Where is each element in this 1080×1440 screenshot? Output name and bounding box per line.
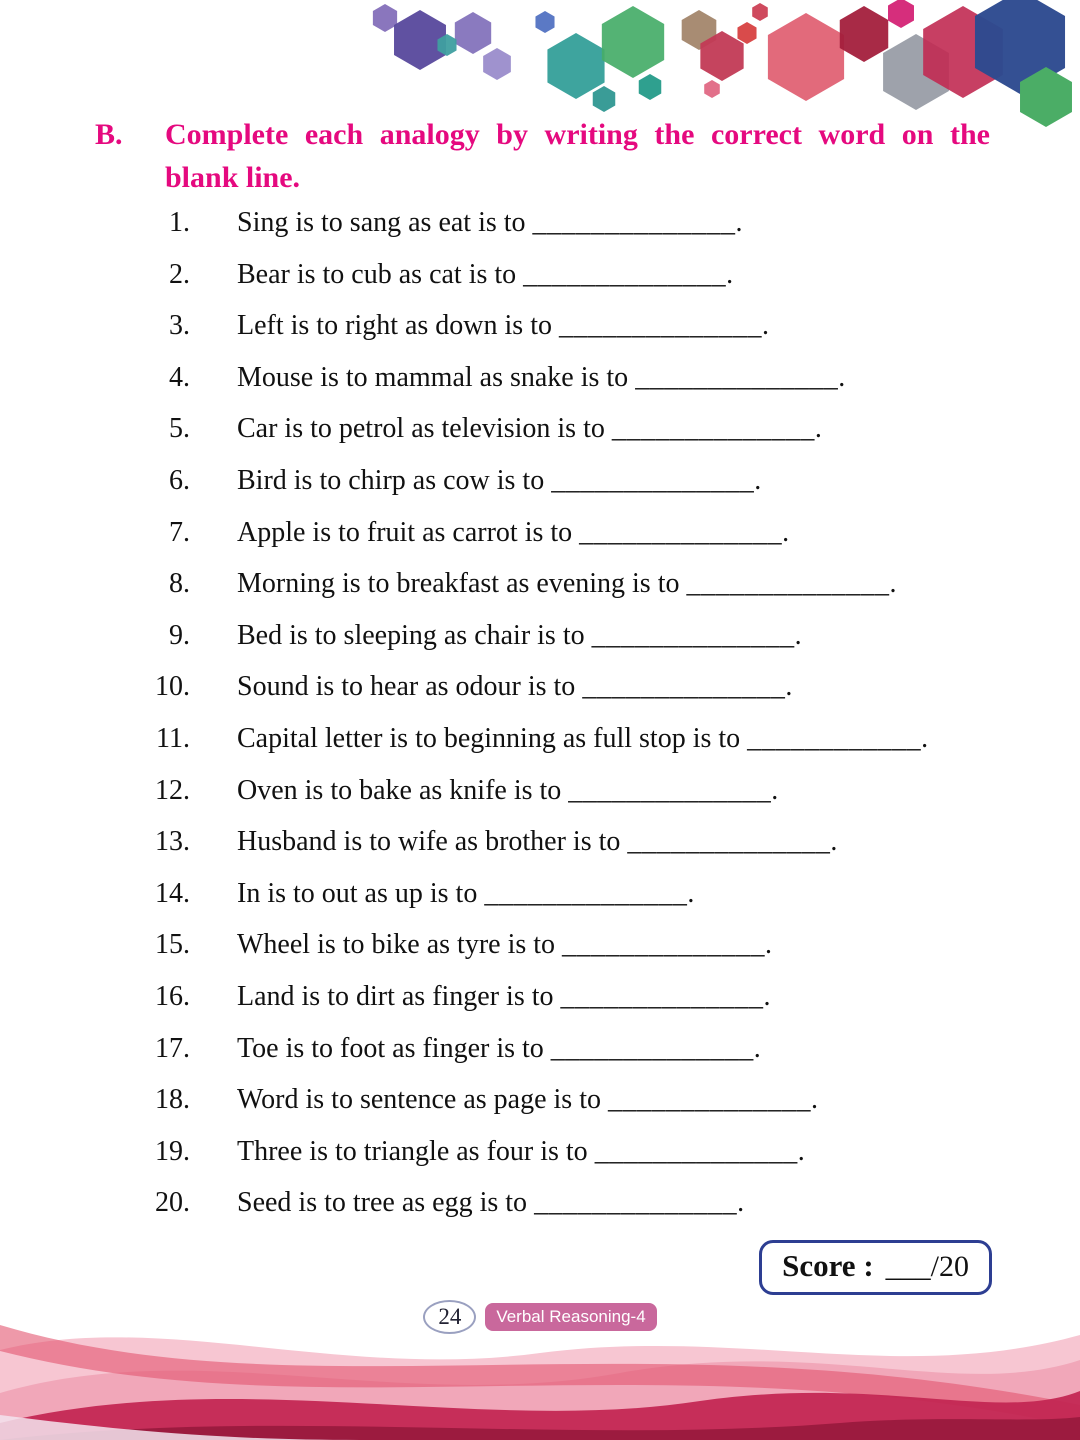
- answer-blank: ______________.: [532, 207, 744, 238]
- answer-blank: ______________.: [686, 568, 897, 600]
- footer: [0, 1300, 1080, 1334]
- answer-blank: ______________.: [627, 826, 838, 858]
- item-text: Word is to sentence as page is to: [237, 1084, 601, 1116]
- item-text: Land is to dirt as finger is to: [237, 980, 554, 1012]
- item-text: Left is to right as down is to: [237, 310, 552, 342]
- item-text: Three is to triangle as four is to: [237, 1135, 588, 1167]
- analogy-item: [0, 465, 1080, 517]
- item-text: Toe is to foot as finger is to: [237, 1032, 544, 1064]
- item-number: 17.: [155, 1032, 190, 1064]
- analogy-item: [0, 310, 1080, 362]
- analogy-item: [0, 413, 1080, 465]
- analogy-item: [0, 826, 1080, 878]
- analogy-item: [0, 723, 1080, 775]
- answer-blank: ______________.: [523, 258, 734, 290]
- answer-blank: ______________.: [579, 516, 790, 548]
- item-text: Bear is to cub as cat is to: [237, 258, 517, 290]
- item-text: Husband is to wife as brother is to: [237, 826, 621, 858]
- analogy-item: [0, 568, 1080, 620]
- section-title: [165, 114, 990, 199]
- item-text: Morning is to breakfast as evening is to: [237, 568, 680, 600]
- answer-blank: ____________.: [747, 722, 929, 754]
- answer-blank: ______________.: [562, 929, 773, 961]
- answer-blank: ______________.: [591, 619, 803, 651]
- answer-blank: ______________.: [611, 413, 823, 445]
- analogy-item: [0, 775, 1080, 827]
- item-number: 5.: [169, 413, 190, 445]
- answer-blank: ______________.: [534, 1187, 745, 1219]
- item-number: 2.: [169, 258, 190, 290]
- item-number: 9.: [169, 619, 190, 651]
- answer-blank: ______________.: [608, 1084, 819, 1116]
- answer-blank: ______________.: [484, 877, 695, 909]
- answer-blank: ______________.: [560, 980, 772, 1012]
- item-number: 3.: [169, 310, 190, 342]
- analogy-item: [0, 620, 1080, 672]
- answer-blank: ______________.: [635, 361, 846, 393]
- score-label: Score :: [782, 1248, 874, 1283]
- answer-blank: ______________.: [594, 1135, 806, 1167]
- item-text: Car is to petrol as television is to: [237, 413, 605, 445]
- item-number: 7.: [169, 516, 190, 548]
- item-number: 10.: [155, 671, 190, 703]
- answer-blank: ______________.: [558, 310, 770, 342]
- item-number: 8.: [169, 568, 190, 600]
- analogy-item: [0, 1187, 1080, 1239]
- item-text: Seed is to tree as egg is to: [237, 1187, 528, 1219]
- item-number: 19.: [155, 1135, 190, 1167]
- analogy-item: [0, 671, 1080, 723]
- item-text: Mouse is to mammal as snake is to: [237, 361, 629, 393]
- item-number: 18.: [155, 1084, 190, 1116]
- item-text: Capital letter is to beginning as full stop is to: [237, 722, 741, 754]
- answer-blank: ______________.: [582, 671, 793, 703]
- item-number: 1.: [169, 207, 190, 238]
- analogy-list: [0, 207, 1080, 1239]
- item-number: 16.: [155, 980, 190, 1012]
- page-number-badge: 24: [423, 1300, 476, 1334]
- answer-blank: ______________.: [550, 1032, 762, 1064]
- analogy-item: [0, 929, 1080, 981]
- analogy-item: [0, 207, 1080, 259]
- answer-blank: ______________.: [568, 774, 779, 806]
- score-box: [759, 1240, 992, 1295]
- item-text: Apple is to fruit as carrot is to: [237, 516, 573, 548]
- item-text: Sing is to sang as eat is to: [237, 207, 526, 238]
- analogy-item: [0, 517, 1080, 569]
- section-title-line-2: blank line.: [165, 160, 301, 194]
- item-number: 15.: [155, 929, 190, 961]
- item-text: Bird is to chirp as cow is to: [237, 464, 545, 496]
- item-text: Oven is to bake as knife is to: [237, 774, 562, 806]
- analogy-item: [0, 1136, 1080, 1188]
- analogy-item: [0, 259, 1080, 311]
- analogy-item: [0, 1033, 1080, 1085]
- item-text: Wheel is to bike as tyre is to: [237, 929, 556, 961]
- analogy-item: [0, 1084, 1080, 1136]
- analogy-item: [0, 981, 1080, 1033]
- score-value: ___/20: [885, 1250, 969, 1283]
- item-number: 6.: [169, 464, 190, 496]
- section-title-line-1: Complete each analogy by writing the correct word on the: [165, 118, 990, 151]
- item-number: 11.: [156, 722, 190, 754]
- item-text: Bed is to sleeping as chair is to: [237, 619, 585, 651]
- section-heading: [95, 114, 990, 199]
- item-number: 12.: [155, 774, 190, 806]
- book-title-badge: Verbal Reasoning-4: [485, 1303, 656, 1331]
- analogy-item: [0, 878, 1080, 930]
- item-text: Sound is to hear as odour is to: [237, 671, 576, 703]
- item-number: 20.: [155, 1187, 190, 1219]
- analogy-item: [0, 362, 1080, 414]
- answer-blank: ______________.: [551, 464, 762, 496]
- item-number: 14.: [155, 877, 190, 909]
- item-number: 4.: [169, 361, 190, 393]
- section-letter: B.: [95, 118, 123, 151]
- item-text: In is to out as up is to: [237, 877, 478, 909]
- item-number: 13.: [155, 826, 190, 858]
